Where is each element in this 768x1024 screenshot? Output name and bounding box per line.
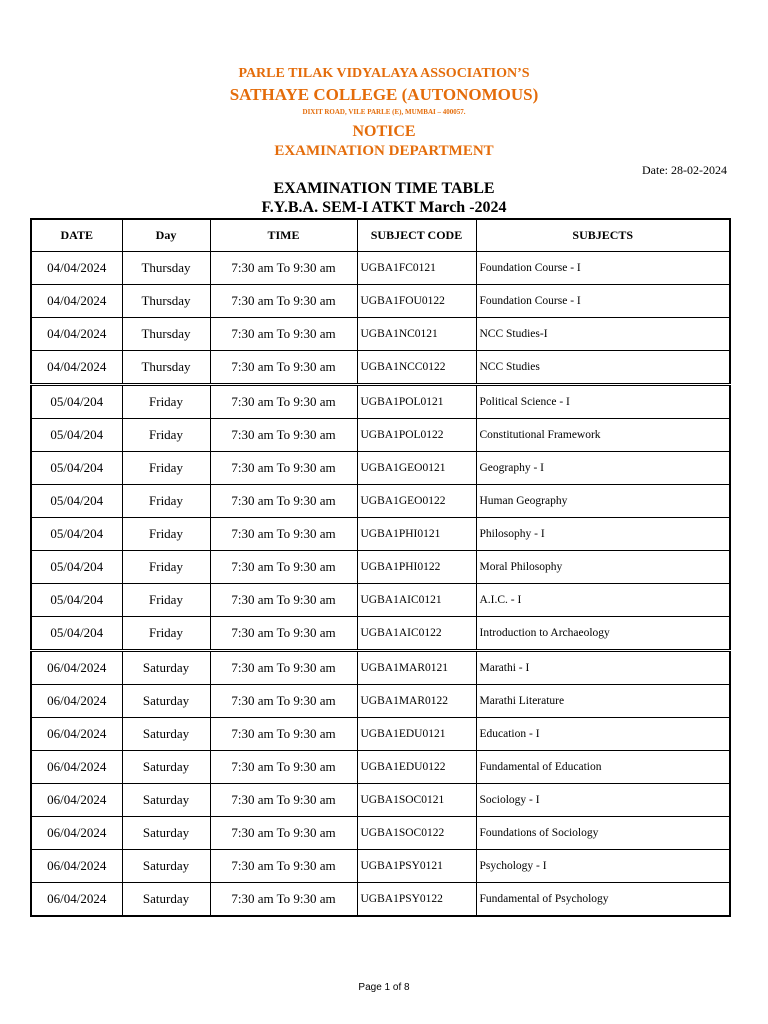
- cell-subject: NCC Studies-I: [476, 318, 730, 351]
- cell-date: 05/04/204: [31, 385, 122, 419]
- cell-day: Thursday: [122, 252, 210, 285]
- cell-day: Saturday: [122, 850, 210, 883]
- cell-subject-code: UGBA1FC0121: [357, 252, 476, 285]
- cell-day: Saturday: [122, 817, 210, 850]
- cell-time: 7:30 am To 9:30 am: [210, 651, 357, 685]
- table-row: [31, 351, 730, 385]
- cell-subject: A.I.C. - I: [476, 584, 730, 617]
- notice-heading: NOTICE: [352, 123, 416, 140]
- cell-subject: Political Science - I: [476, 385, 730, 419]
- cell-subject: Geography - I: [476, 452, 730, 485]
- cell-date: 05/04/204: [31, 419, 122, 452]
- table-row: [31, 718, 730, 751]
- table-row: [31, 252, 730, 285]
- cell-date: 06/04/2024: [31, 685, 122, 718]
- cell-subject: Marathi Literature: [476, 685, 730, 718]
- cell-day: Friday: [122, 551, 210, 584]
- cell-subject: Education - I: [476, 718, 730, 751]
- cell-subject: Fundamental of Education: [476, 751, 730, 784]
- cell-subject-code: UGBA1PSY0121: [357, 850, 476, 883]
- cell-time: 7:30 am To 9:30 am: [210, 883, 357, 917]
- cell-time: 7:30 am To 9:30 am: [210, 318, 357, 351]
- cell-subject-code: UGBA1POL0122: [357, 419, 476, 452]
- column-header-subjects: SUBJECTS: [476, 219, 730, 252]
- cell-date: 05/04/204: [31, 617, 122, 651]
- cell-time: 7:30 am To 9:30 am: [210, 385, 357, 419]
- cell-time: 7:30 am To 9:30 am: [210, 285, 357, 318]
- cell-day: Saturday: [122, 718, 210, 751]
- table-row: [31, 751, 730, 784]
- cell-day: Saturday: [122, 883, 210, 917]
- cell-day: Friday: [122, 584, 210, 617]
- cell-date: 05/04/204: [31, 584, 122, 617]
- cell-time: 7:30 am To 9:30 am: [210, 784, 357, 817]
- cell-date: 06/04/2024: [31, 817, 122, 850]
- cell-subject: Constitutional Framework: [476, 419, 730, 452]
- cell-subject-code: UGBA1EDU0122: [357, 751, 476, 784]
- cell-date: 04/04/2024: [31, 351, 122, 385]
- cell-day: Thursday: [122, 318, 210, 351]
- cell-subject-code: UGBA1MAR0122: [357, 685, 476, 718]
- cell-subject: NCC Studies: [476, 351, 730, 385]
- cell-date: 05/04/204: [31, 518, 122, 551]
- cell-subject-code: UGBA1GEO0121: [357, 452, 476, 485]
- cell-subject-code: UGBA1PHI0122: [357, 551, 476, 584]
- table-row: [31, 784, 730, 817]
- table-row: [31, 385, 730, 419]
- cell-subject: Sociology - I: [476, 784, 730, 817]
- table-row: [31, 419, 730, 452]
- cell-date: 06/04/2024: [31, 883, 122, 917]
- cell-time: 7:30 am To 9:30 am: [210, 718, 357, 751]
- cell-subject-code: UGBA1PSY0122: [357, 883, 476, 917]
- college-address: DIXIT ROAD, VILE PARLE (E), MUMBAI – 400057.: [302, 108, 466, 116]
- cell-time: 7:30 am To 9:30 am: [210, 617, 357, 651]
- cell-subject: Foundation Course - I: [476, 285, 730, 318]
- page-number: Page 1 of 8: [358, 982, 410, 993]
- table-row: [31, 584, 730, 617]
- notice-date: Date: 28-02-2024: [642, 163, 727, 177]
- cell-subject: Foundations of Sociology: [476, 817, 730, 850]
- cell-time: 7:30 am To 9:30 am: [210, 518, 357, 551]
- table-row: [31, 651, 730, 685]
- cell-day: Thursday: [122, 285, 210, 318]
- cell-date: 06/04/2024: [31, 718, 122, 751]
- cell-time: 7:30 am To 9:30 am: [210, 351, 357, 385]
- cell-day: Saturday: [122, 751, 210, 784]
- table-row: [31, 551, 730, 584]
- cell-time: 7:30 am To 9:30 am: [210, 485, 357, 518]
- cell-time: 7:30 am To 9:30 am: [210, 685, 357, 718]
- cell-time: 7:30 am To 9:30 am: [210, 252, 357, 285]
- cell-subject: Marathi - I: [476, 651, 730, 685]
- exam-timetable: [30, 218, 731, 917]
- column-header-subject-code: SUBJECT CODE: [357, 219, 476, 252]
- table-row: [31, 685, 730, 718]
- table-row: [31, 318, 730, 351]
- cell-subject: Fundamental of Psychology: [476, 883, 730, 917]
- cell-subject: Introduction to Archaeology: [476, 617, 730, 651]
- cell-time: 7:30 am To 9:30 am: [210, 850, 357, 883]
- cell-day: Saturday: [122, 784, 210, 817]
- table-row: [31, 883, 730, 917]
- cell-date: 06/04/2024: [31, 784, 122, 817]
- cell-date: 06/04/2024: [31, 751, 122, 784]
- cell-time: 7:30 am To 9:30 am: [210, 751, 357, 784]
- cell-subject-code: UGBA1SOC0121: [357, 784, 476, 817]
- cell-day: Friday: [122, 385, 210, 419]
- cell-subject-code: UGBA1POL0121: [357, 385, 476, 419]
- cell-subject: Foundation Course - I: [476, 252, 730, 285]
- cell-day: Saturday: [122, 685, 210, 718]
- cell-date: 04/04/2024: [31, 252, 122, 285]
- table-row: [31, 285, 730, 318]
- cell-day: Saturday: [122, 651, 210, 685]
- cell-subject-code: UGBA1NC0121: [357, 318, 476, 351]
- department-heading: EXAMINATION DEPARTMENT: [274, 143, 494, 159]
- table-row: [31, 817, 730, 850]
- cell-day: Friday: [122, 518, 210, 551]
- table-row: [31, 518, 730, 551]
- cell-subject-code: UGBA1AIC0121: [357, 584, 476, 617]
- cell-day: Friday: [122, 485, 210, 518]
- timetable-title: EXAMINATION TIME TABLE: [273, 180, 495, 197]
- cell-day: Friday: [122, 452, 210, 485]
- cell-time: 7:30 am To 9:30 am: [210, 419, 357, 452]
- cell-subject: Philosophy - I: [476, 518, 730, 551]
- cell-subject-code: UGBA1SOC0122: [357, 817, 476, 850]
- cell-day: Friday: [122, 419, 210, 452]
- table-row: [31, 850, 730, 883]
- cell-time: 7:30 am To 9:30 am: [210, 584, 357, 617]
- cell-day: Thursday: [122, 351, 210, 385]
- cell-subject: Human Geography: [476, 485, 730, 518]
- column-header-date: DATE: [31, 219, 122, 252]
- cell-subject-code: UGBA1NCC0122: [357, 351, 476, 385]
- cell-day: Friday: [122, 617, 210, 651]
- timetable-subtitle: F.Y.B.A. SEM-I ATKT March -2024: [261, 199, 507, 216]
- table-header-row: [31, 219, 730, 252]
- cell-date: 04/04/2024: [31, 285, 122, 318]
- cell-date: 06/04/2024: [31, 850, 122, 883]
- cell-subject-code: UGBA1FOU0122: [357, 285, 476, 318]
- cell-subject-code: UGBA1AIC0122: [357, 617, 476, 651]
- cell-date: 05/04/204: [31, 551, 122, 584]
- timetable-body: [31, 252, 730, 917]
- cell-subject-code: UGBA1EDU0121: [357, 718, 476, 751]
- column-header-day: Day: [122, 219, 210, 252]
- cell-time: 7:30 am To 9:30 am: [210, 817, 357, 850]
- table-row: [31, 617, 730, 651]
- cell-time: 7:30 am To 9:30 am: [210, 452, 357, 485]
- cell-date: 05/04/204: [31, 485, 122, 518]
- cell-subject: Moral Philosophy: [476, 551, 730, 584]
- table-row: [31, 485, 730, 518]
- cell-date: 05/04/204: [31, 452, 122, 485]
- cell-time: 7:30 am To 9:30 am: [210, 551, 357, 584]
- college-name: SATHAYE COLLEGE (AUTONOMOUS): [229, 85, 539, 104]
- cell-subject: Psychology - I: [476, 850, 730, 883]
- cell-date: 06/04/2024: [31, 651, 122, 685]
- cell-subject-code: UGBA1PHI0121: [357, 518, 476, 551]
- cell-subject-code: UGBA1MAR0121: [357, 651, 476, 685]
- column-header-time: TIME: [210, 219, 357, 252]
- table-row: [31, 452, 730, 485]
- cell-subject-code: UGBA1GEO0122: [357, 485, 476, 518]
- cell-date: 04/04/2024: [31, 318, 122, 351]
- association-name: PARLE TILAK VIDYALAYA ASSOCIATION’S: [238, 66, 530, 81]
